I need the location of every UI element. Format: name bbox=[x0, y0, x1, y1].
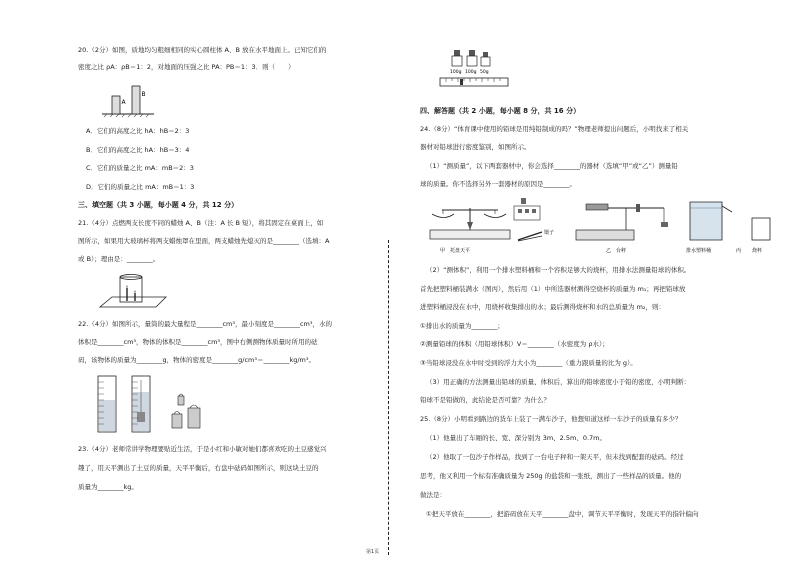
weight-label-1: 100g bbox=[450, 70, 462, 75]
q24-part2-line-5: ②测量铅球的体积（用铅球体积）V＝________（水密度为 ρ水）； bbox=[420, 340, 609, 348]
q24-part2-line-2: 首先把塑料桶装满水（图丙），然后用（1）中所选器材测得空烧杯的质量为 m₁；再把铅球放 bbox=[420, 285, 686, 293]
cylinders-figure bbox=[102, 80, 158, 118]
tweezers-label: 镊子 bbox=[544, 230, 555, 236]
q25-line-1: 25.（8分）小明看到路边的货车上装了一满车沙子，他想知道这样一车沙子的质量有多少？ bbox=[420, 415, 682, 423]
q20-option-b: B．它们的高度之比 hA：hB＝3：4 bbox=[86, 146, 190, 154]
section-4-heading: 四、解答题（共 2 小题，每小题 8 分，共 16 分） bbox=[420, 107, 581, 115]
fig-bing-label: 丙 bbox=[736, 248, 742, 254]
q24-part2-line-8: 铅球不是铅做的，此结论是否可靠？为什么？ bbox=[420, 396, 550, 404]
q25-line-5: 做法是： bbox=[420, 491, 446, 499]
q23-line-2: 趣了，用天平测出了土豆的质量，天平平衡后，右盘中砝码如图所示，则这块土豆的 bbox=[78, 464, 319, 472]
q21-line-1: 21.（4分）点燃两支长度不同的蜡烛 A、B（注：A 长 B 短），将其固定在桌面上，如 bbox=[78, 219, 324, 227]
fig-yi-label: 乙 台秤 bbox=[606, 248, 627, 254]
section-3-heading: 三、填空题（共 3 小题，每小题 4 分，共 12 分） bbox=[78, 201, 239, 209]
page-number: 第1页 bbox=[366, 549, 380, 555]
q23-line-1: 23.（4分）老师常讲学物理要贴近生活，于是小红和小敏对她们都喜欢吃的土豆感觉兴 bbox=[78, 445, 327, 453]
measuring-cylinders-figure bbox=[94, 372, 214, 434]
weight-label-2: 100g bbox=[465, 70, 477, 75]
q21-line-3: 或 B）；理由是：________。 bbox=[78, 255, 160, 263]
cylinder-b-label: B bbox=[141, 91, 146, 98]
cylinder-a-label: A bbox=[121, 99, 126, 106]
fig-beaker-label: 烧杯 bbox=[752, 248, 763, 254]
q23-line-3: 质量为________kg。 bbox=[78, 483, 138, 491]
q20-option-d: D．它们的质量之比 mA：mB＝1：3 bbox=[86, 183, 195, 191]
q24-part2-line-6: ③当铅球浸没在水中时受到的浮力大小为________（重力跟质量的比为 g）。 bbox=[420, 359, 637, 367]
q21-line-2: 图所示，如果用大玻璃杯将两支蜡烛罩在里面，两支蜡烛先熄灭的是________（选填：A bbox=[78, 237, 330, 245]
q24-apparatus-figure bbox=[418, 192, 778, 256]
q22-line-2: 体积是________cm³，物体的体积是________cm³，图中右侧测物体质量时所用的砝 bbox=[78, 338, 318, 346]
weight-label-3: 50g bbox=[480, 70, 489, 75]
q25-line-2: （1）他量出了车厢的长、宽、深分别为 3m、2.5m、0.7m。 bbox=[426, 434, 607, 442]
q24-part2-line-4: ①排出水的质量为________； bbox=[420, 322, 504, 330]
q24-line-4: 球的质量。你不选择另外一套器材的原因是________。 bbox=[420, 180, 576, 188]
q24-part2-line-7: （3）用正确的方法测量出铅球的质量、体积后，算出的铅球密度小于铅的密度，小明判断： bbox=[426, 378, 691, 386]
q24-line-2: 器材对铅球进行密度鉴别，如图所示。 bbox=[420, 143, 531, 151]
q24-part2-line-1: （2）“测体积”，利用一个排水塑料桶和一个容积足够大的烧杯，用排水法测量铅球的体积。 bbox=[426, 266, 691, 274]
q25-line-6: ①把天平放在________，把游码放在天平________盘中，调节天平平衡时，发现天平的指针偏向 bbox=[426, 510, 699, 518]
candles-glass-figure bbox=[98, 271, 168, 309]
right-column bbox=[402, 0, 794, 561]
q24-line-3: （1）“测质量”，以下两套器材中，你会选择________的器材（选填“甲”或“乙”）测量铅 bbox=[426, 162, 678, 170]
q22-line-3: 码，该物体的质量为________g，物体的密度是________g/cm³＝________kg/m³。 bbox=[78, 356, 315, 364]
fig-jia-label: 甲 托盘天平 bbox=[440, 248, 471, 254]
q20-line-2: 密度之比 ρA：ρB＝1：2，对地面的压强之比 PA：PB＝1：3．则（ ） bbox=[78, 63, 295, 71]
fig-bucket-label: 排水塑料桶 bbox=[686, 248, 712, 254]
q20-option-c: C．它们的质量之比 mA：mB＝2：3 bbox=[86, 164, 194, 172]
q20-line-1: 20.（2分）如图，质地均匀粗细相同的实心圆柱体 A、B 放在水平地面上。已知它们的 bbox=[78, 46, 327, 54]
weights-and-rider-figure bbox=[422, 42, 510, 90]
q22-line-1: 22.（4分）如图所示，量筒的最大量程是________cm³，最小刻度是________cm³，水的 bbox=[78, 320, 332, 328]
q20-option-a: A．它们的高度之比 hA：hB＝2：3 bbox=[86, 127, 190, 135]
column-separator bbox=[388, 240, 389, 555]
q25-line-3: （2）他取了一包沙子作样品，找到了一台电子秤和一架天平，但未找到配套的砝码。经过 bbox=[426, 453, 684, 461]
q25-line-4: 思考，他又利用一个标有准确质量为 250g 的盐袋和一张纸，测出了一些样品的质量。他的 bbox=[420, 472, 682, 480]
q24-line-1: 24.（8分）“体育课中使用的铅球是用纯铅制成的吗？”物理老师提出问题后，小明找来了相关 bbox=[420, 125, 689, 133]
q24-part2-line-3: 进塑料桶浸没在水中，用烧杯收集排出的水；最后测得烧杯和水的总质量为 m₂，则： bbox=[420, 303, 666, 311]
